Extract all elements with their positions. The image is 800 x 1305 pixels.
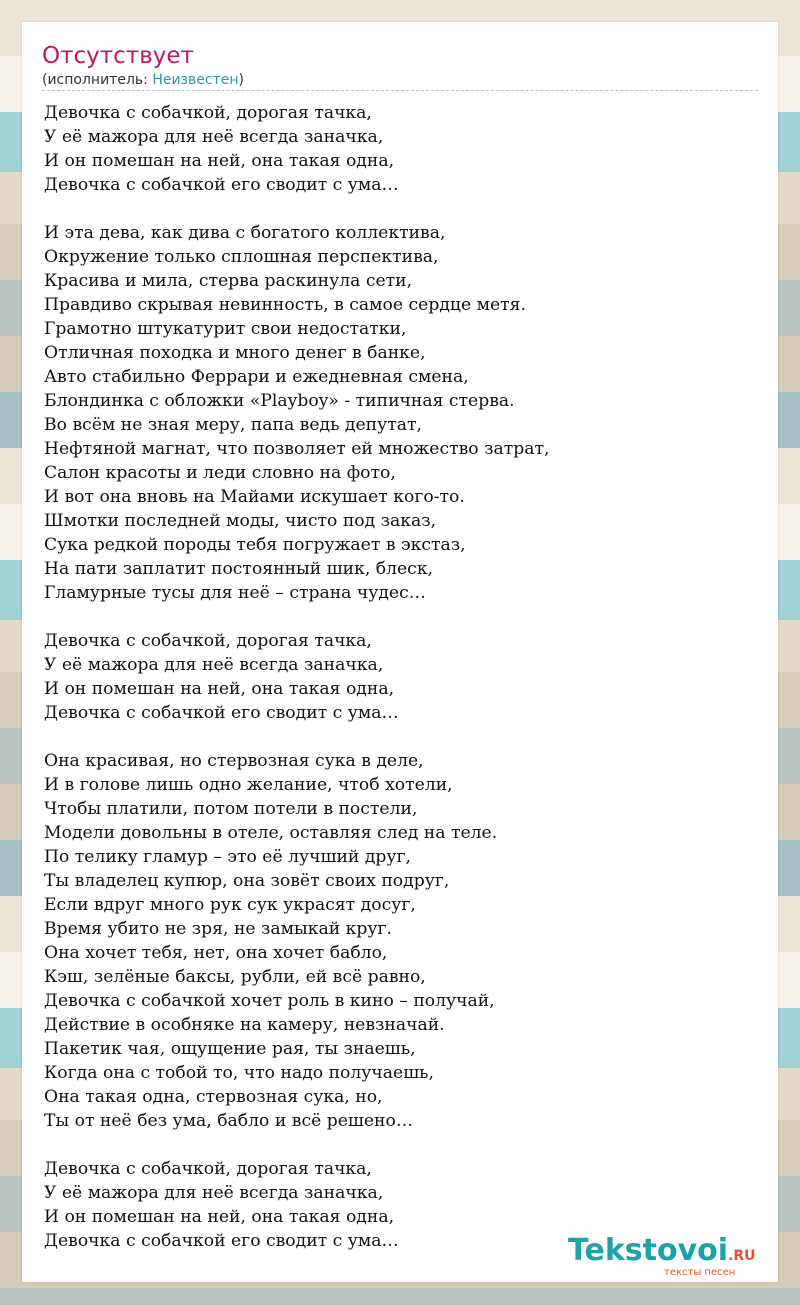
lyric-line: Она красивая, но стервозная сука в деле, [44, 751, 424, 771]
artist-suffix: ) [238, 72, 244, 88]
lyric-line: Отличная походка и много денег в банке, [44, 343, 426, 363]
lyric-line: Салон красоты и леди словно на фото, [44, 463, 396, 483]
lyric-line: И он помешан на ней, она такая одна, [44, 151, 395, 171]
lyric-line: Она такая одна, стервозная сука, но, [44, 1087, 383, 1107]
lyric-line: Окружение только сплошная перспектива, [44, 247, 439, 267]
lyric-line: У её мажора для неё всегда заначка, [44, 655, 384, 675]
lyric-line: Сука редкой породы тебя погружает в экстаз, [44, 535, 466, 555]
lyric-line: Нефтяной магнат, что позволяет ей множество затрат, [44, 439, 550, 459]
lyric-line: Действие в особняке на камеру, невзначай. [44, 1015, 445, 1035]
artist-line [42, 71, 244, 89]
stanza-gap [44, 1133, 549, 1157]
lyric-line: Девочка с собачкой, дорогая тачка, [44, 103, 372, 123]
lyric-line: Если вдруг много рук сук украсят досуг, [44, 895, 416, 915]
lyric-line: Шмотки последней моды, чисто под заказ, [44, 511, 437, 531]
lyric-line: Девочка с собачкой его сводит с ума… [44, 703, 399, 723]
lyric-line: Кэш, зелёные баксы, рубли, ей всё равно, [44, 967, 426, 987]
lyric-line: Девочка с собачкой его сводит с ума… [44, 175, 399, 195]
lyric-line: Гламурные тусы для неё – страна чудес… [44, 583, 426, 603]
lyric-line: Девочка с собачкой хочет роль в кино – получай, [44, 991, 495, 1011]
lyrics-text [44, 101, 549, 1253]
dashed-divider [42, 90, 758, 91]
artist-link[interactable]: Неизвестен [152, 72, 239, 88]
lyric-line: Грамотно штукатурит свои недостатки, [44, 319, 407, 339]
lyric-line: Авто стабильно Феррари и ежедневная смена, [44, 367, 469, 387]
logo-tagline: тексты песен [664, 1267, 736, 1278]
lyric-line: Правдиво скрывая невинность, в самое сердце метя. [44, 295, 526, 315]
lyric-line: И он помешан на ней, она такая одна, [44, 679, 395, 699]
lyric-line: Когда она с тобой то, что надо получаешь, [44, 1063, 435, 1083]
logo-tld: .RU [728, 1248, 756, 1264]
lyric-line: Модели довольны в отеле, оставляя след на теле. [44, 823, 498, 843]
lyric-line: По телику гламур – это её лучший друг, [44, 847, 412, 867]
stanza-gap [44, 605, 549, 629]
logo-name: Tekstovoi [568, 1233, 729, 1268]
lyric-line: У её мажора для неё всегда заначка, [44, 127, 384, 147]
lyric-line: Она хочет тебя, нет, она хочет бабло, [44, 943, 388, 963]
lyric-line: Блондинка с обложки «Playboy» - типичная стерва. [44, 391, 515, 411]
lyric-line: Пакетик чая, ощущение рая, ты знаешь, [44, 1039, 416, 1059]
lyric-line: Красива и мила, стерва раскинула сети, [44, 271, 413, 291]
lyric-line: Ты владелец купюр, она зовёт своих подруг, [44, 871, 450, 891]
lyric-line: У её мажора для неё всегда заначка, [44, 1183, 384, 1203]
artist-prefix: (исполнитель: [42, 72, 153, 88]
lyrics-card [22, 22, 778, 1282]
lyric-line: И он помешан на ней, она такая одна, [44, 1207, 395, 1227]
lyric-line: Во всём не зная меру, папа ведь депутат, [44, 415, 422, 435]
site-logo[interactable] [568, 1234, 778, 1280]
stanza-gap [44, 725, 549, 749]
lyric-line: И эта дева, как дива с богатого коллектива, [44, 223, 446, 243]
lyric-line: Девочка с собачкой его сводит с ума… [44, 1231, 399, 1251]
lyric-line: И в голове лишь одно желание, чтоб хотели, [44, 775, 453, 795]
song-title: Отсутствует [42, 43, 194, 69]
lyric-line: Время убито не зря, не замыкай круг. [44, 919, 392, 939]
lyric-line: Девочка с собачкой, дорогая тачка, [44, 1159, 372, 1179]
stanza-gap [44, 197, 549, 221]
lyric-line: И вот она вновь на Майами искушает кого-то. [44, 487, 465, 507]
lyric-line: Девочка с собачкой, дорогая тачка, [44, 631, 372, 651]
lyric-line: Чтобы платили, потом потели в постели, [44, 799, 418, 819]
lyric-line: Ты от неё без ума, бабло и всё решено… [44, 1111, 414, 1131]
lyric-line: На пати заплатит постоянный шик, блеск, [44, 559, 434, 579]
bottom-strip [0, 1288, 800, 1305]
